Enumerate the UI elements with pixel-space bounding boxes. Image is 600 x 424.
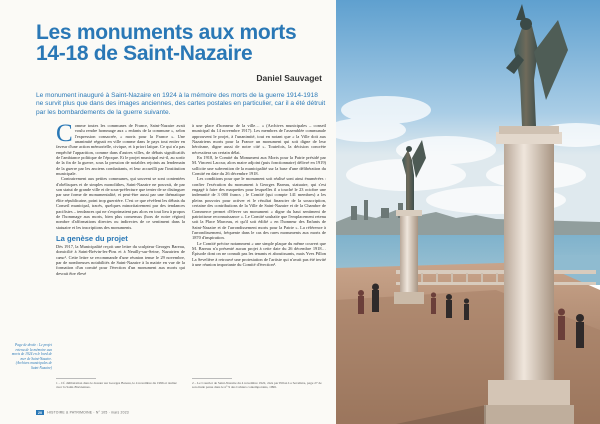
article-title [36, 22, 326, 64]
title-line-1: Les monuments aux morts [36, 21, 297, 44]
author-name: Daniel Sauvaget [256, 73, 322, 83]
right-page-postcard [336, 0, 600, 424]
side-caption: Page de droite : Le projet retenu de la mémoire aux morts de 1924 en le bord de mer de Saint-Nazaire. (Archives municipales de Saint-Nazaire) [11, 343, 52, 370]
page-footer [36, 410, 129, 415]
col1-paragraph-2: Contrairement aux petites communes, qui souvent se sont contentées d'obélisques et de simples monolithes, Saint-Nazaire ne pouvait, de par son statut de grande ville et de sous-préfecture que tenter de se distinguer par une forme de monumentalité, et peut-être aussi par une thématique élite républicaine, point trop guerrière. C'est ce que révèlent les débats du Conseil municipal, tracés, quelques minoritairement par des tendances pacifistes – tendances qui ne s'exprimaient pas alors en tout lieu à propos de l'hommage aux morts, bien plus consensus (hors de notre région) nombre d'affirmations directes ou indirectes de ce sentiment dans la statuaire et les inscriptions des monuments. [56, 176, 185, 230]
text-column-2 [192, 123, 326, 267]
text-column-1 [56, 120, 185, 276]
footnote-1: 1 – Cf. délibération dans le dossier sur Georges Bareau, le 4 novembre du 1996 et réalisé avec la Saint-Breviennes. [56, 381, 177, 390]
col2-paragraph-2: En 1918, le Comité du Monument aux Morts pour la Patrie présidé par M. Vincent Lacour, alors maire adjoint (puis fonctionnaire) délivré en 1919) sollicite une subvention de la municipalité sur la base d'une délibération du Comité en date du 26 décembre 1918. [192, 155, 326, 177]
col2-paragraph-1: à une place d'honneur de la ville… » (Archives municipales – conseil municipal du 14 novembre 1917). Les membres de l'assemblée communale approuvent le projet, à l'unanimité, tout en notant que « la Ville doit aux Nazairiens morts pour la France un monument qui soit digne de leur héroïsme, digne aussi de notre cité ». Toutefois, la décision concrète nécessitera un certain délai. [192, 123, 326, 155]
title-line-2: 14-18 de Saint-Nazaire [36, 42, 253, 65]
footnote-2: 2 – Le Courrier de Saint-Nazaire du 4 novembre 1922, cités par Pillon La Sevelière, page 27 de son étude parue dans le n° 9 des Cahiers contemporains, 1996. [192, 381, 322, 390]
section-subhead: La genèse du projet [56, 233, 128, 243]
footnote-rule-2 [192, 378, 232, 379]
dropcap: C [56, 120, 73, 147]
lead-paragraph: Le monument inauguré à Saint-Nazaire en 1924 à la mémoire des morts de la guerre 1914-1918 ne survit plus que dans des images anciennes, des cartes postales en particulier, car il a été détruit par les bombardements de la guerre suivante. [36, 92, 326, 116]
col1-paragraph-3: Dès 1917, la Municipalité reçoit une lettre du sculpteur Georges Bareau, domicilié à Saint-Brévin-les-Pins et à Neuilly-sur-Seine, Nazairien de cœur¹. Cette lettre se recommande d'une réunion tenue le 29 novembre, par de nombreuses notabilités de Saint-Nazaire à la mairie en vue de la formation d'un comité pour l'érection d'un monument aux morts qui devrait être élevé [56, 243, 185, 276]
monument-postcard-image [336, 0, 600, 424]
col2-paragraph-4: Le Comité précise notamment « une simple plaque du même couvert que M. Bareau n'a présenté aucun projet à cette date du 26 décembre 1918… Épisode dont on ne connaît pas les tenants et aboutissants, mais Yves Pillon La Sevelière à retrouvé une protestation de l'artiste qui n'avait pas été invité à une réunion importante du Comité d'érection². [192, 240, 326, 267]
page-number: 20 [38, 410, 43, 415]
col1-paragraph-1: Comme toutes les communes de France, Saint-Nazaire avait voulu rendre hommage aux « enfants de la commune », selon l'expression consacrée, « morts pour la France ». Une unanimité régnait en ville comme dans le pays tout entier en faveur d'une action mémorielle, civique, et à priori laïque. Ce qui n'a pas empêché l'apparition, comme dans d'autres villes, de débats significatifs de l'ambiance politique de l'époque. Et le projet municipal est-il, au sortir de la fin de la guerre, sous la pression de notables rejoints au lendemain de la guerre par les anciens combattants, et leur accueilli par l'institution municipale. [56, 120, 185, 177]
footer-text: HISTOIRE & PATRIMOINE · N° 105 · mars 2023 [47, 410, 129, 415]
col2-paragraph-3: Les conditions pour que le monument soit réalisé sont ainsi énumérées : confier l'exécution du monument à Georges Bareau, statuaire, qui s'est engagé à faire des maquettes pour lesquelles il a touché le 23 octobre une indemnité de 3 000 francs ; le Comité (qui compte 141 membres) a les pleins pouvoirs pour activer et le résultat financier de la souscription, certaine des contributions de la Ville de Saint-Nazaire et de la Chambre de Commerce permet d'élever un monument « digne du haut sentiment de patriotisme reconnaissance ». Le Comité souhaite que l'emplacement retenu soit la Place Marceau, et qu'il soit édifié « en l'honneur des Enfants de Saint-Nazaire et de l'arrondissement morts pour la Patrie ». La référence à l'arrondissement, fréquente dans le cas des rares monuments aux morts de 1870 d'inspiration. [192, 176, 326, 241]
footnote-rule-1 [56, 378, 96, 379]
